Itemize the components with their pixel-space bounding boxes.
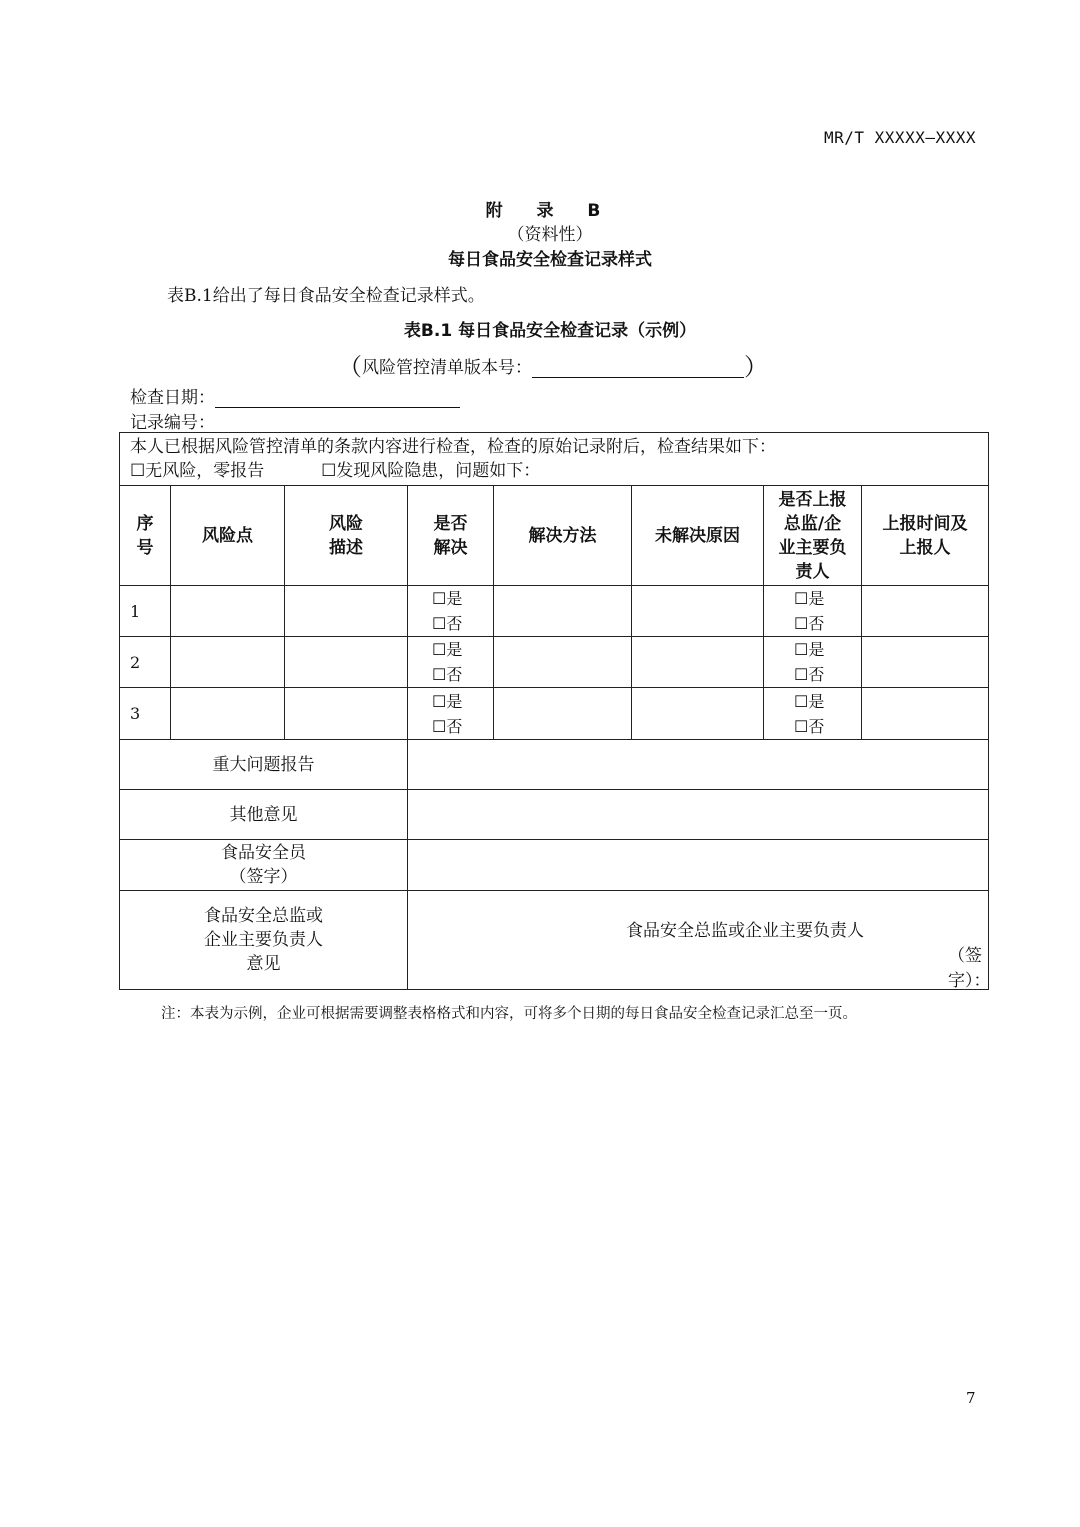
- reported-no-checkbox[interactable]: ☐否: [794, 665, 825, 684]
- director-sign-label: （签字）：: [948, 946, 991, 991]
- col-header-solution: 解决方法: [494, 486, 632, 586]
- appendix-title: 附 录 B: [485, 201, 615, 221]
- date-label: 检查日期：: [130, 388, 215, 408]
- table-caption: 表B.1 每日食品安全检查记录（示例）: [403, 321, 697, 341]
- option-no-risk[interactable]: ☐无风险，零报告: [130, 461, 265, 481]
- options-line: [130, 459, 978, 483]
- col-header-reported-line1: 是否上报: [778, 489, 847, 510]
- row-number: 1: [120, 586, 171, 637]
- version-open-paren: （: [338, 353, 362, 381]
- director-sign-title: 食品安全总监或企业主要负责人: [626, 921, 864, 941]
- record-row: [130, 408, 425, 433]
- reported-yes-checkbox[interactable]: ☐是: [794, 691, 825, 711]
- col-header-reported-line2: 总监/企: [783, 513, 842, 534]
- table-row: [120, 586, 989, 637]
- table-note: 注：本表为示例，企业可根据需要调整表格格式和内容，可将多个日期的每日食品安全检查记录汇总至一页。: [161, 1006, 857, 1022]
- risk-point-cell[interactable]: [171, 688, 285, 740]
- record-blank[interactable]: [215, 412, 425, 433]
- col-header-seq: [120, 486, 171, 586]
- row-number: 3: [120, 688, 171, 740]
- reported-yes-checkbox[interactable]: ☐是: [794, 640, 825, 659]
- standard-code: MR/T XXXXX—XXXX: [824, 128, 976, 147]
- statement-cell: [120, 433, 989, 486]
- report-time-cell[interactable]: [862, 688, 989, 740]
- risk-point-cell[interactable]: [171, 586, 285, 637]
- record-label: 记录编号：: [130, 413, 215, 433]
- resolved-no-checkbox[interactable]: ☐否: [432, 614, 463, 633]
- col-header-risk-desc-line2: 描述: [329, 537, 363, 558]
- other-opinion-label: 其他意见: [120, 790, 408, 840]
- food-safety-officer-signature[interactable]: [408, 840, 989, 891]
- col-header-report-time-line2: 上报人: [899, 537, 951, 558]
- col-header-reported-line3: 业主要负: [778, 537, 847, 558]
- reported-choice: [764, 586, 862, 637]
- col-header-resolved: [408, 486, 494, 586]
- solution-cell[interactable]: [494, 637, 632, 688]
- risk-desc-cell[interactable]: [285, 637, 408, 688]
- version-blank[interactable]: [532, 357, 744, 378]
- resolved-no-checkbox[interactable]: ☐否: [432, 716, 463, 736]
- director-label-line1: 食品安全总监或: [204, 906, 323, 926]
- resolved-yes-checkbox[interactable]: ☐是: [432, 640, 463, 659]
- col-header-seq-line2: 号: [136, 537, 154, 558]
- resolved-no-checkbox[interactable]: ☐否: [432, 665, 463, 684]
- resolved-choice: [408, 586, 494, 637]
- col-header-risk-point: 风险点: [171, 486, 285, 586]
- director-opinion-input[interactable]: [408, 891, 989, 990]
- director-opinion-label: [120, 891, 408, 990]
- food-safety-officer-label: [120, 840, 408, 891]
- version-label: 风险管控清单版本号：: [362, 358, 532, 378]
- appendix-nature: （资料性）: [507, 225, 593, 245]
- statement-text: 本人已根据风险管控清单的条款内容进行检查，检查的原始记录附后，检查结果如下：: [130, 437, 776, 457]
- reported-choice: [764, 637, 862, 688]
- risk-desc-cell[interactable]: [285, 586, 408, 637]
- report-time-cell[interactable]: [862, 586, 989, 637]
- director-label-line3: 意见: [246, 954, 281, 974]
- col-header-resolved-line2: 解决: [433, 537, 468, 558]
- table-row: [120, 688, 989, 740]
- col-header-resolved-line1: 是否: [433, 513, 468, 534]
- major-issue-label: 重大问题报告: [120, 740, 408, 790]
- reported-no-checkbox[interactable]: ☐否: [794, 716, 825, 736]
- col-header-report-time-line1: 上报时间及: [882, 513, 968, 534]
- col-header-report-time: [862, 486, 989, 586]
- date-row: [130, 383, 460, 408]
- version-close-paren: ）: [744, 353, 768, 381]
- report-time-cell[interactable]: [862, 637, 989, 688]
- col-header-seq-line1: 序: [136, 513, 154, 534]
- reported-choice: [764, 688, 862, 740]
- unresolved-reason-cell[interactable]: [632, 586, 764, 637]
- solution-cell[interactable]: [494, 688, 632, 740]
- intro-text: 表B.1给出了每日食品安全检查记录样式。: [167, 286, 485, 306]
- date-blank[interactable]: [215, 387, 460, 408]
- col-header-unresolved-reason: 未解决原因: [632, 486, 764, 586]
- resolved-yes-checkbox[interactable]: ☐是: [432, 589, 463, 608]
- record-table: [119, 432, 989, 990]
- officer-label-line2: （签字）: [229, 867, 298, 887]
- major-issue-input[interactable]: [408, 740, 989, 790]
- director-label-line2: 企业主要负责人: [204, 930, 323, 950]
- officer-label-line1: 食品安全员: [221, 843, 306, 863]
- reported-no-checkbox[interactable]: ☐否: [794, 614, 825, 633]
- other-opinion-input[interactable]: [408, 790, 989, 840]
- resolved-yes-checkbox[interactable]: ☐是: [432, 691, 463, 711]
- col-header-risk-desc: [285, 486, 408, 586]
- col-header-reported-line4: 责人: [795, 561, 830, 582]
- resolved-choice: [408, 637, 494, 688]
- page-number: 7: [966, 1389, 976, 1407]
- option-found-risk[interactable]: ☐发现风险隐患，问题如下：: [321, 461, 541, 481]
- resolved-choice: [408, 688, 494, 740]
- version-row: [338, 353, 768, 381]
- col-header-risk-desc-line1: 风险: [329, 513, 363, 534]
- row-number: 2: [120, 637, 171, 688]
- solution-cell[interactable]: [494, 586, 632, 637]
- reported-yes-checkbox[interactable]: ☐是: [794, 589, 825, 608]
- col-header-reported: [764, 486, 862, 586]
- appendix-heading: 每日食品安全检查记录样式: [448, 250, 652, 270]
- risk-point-cell[interactable]: [171, 637, 285, 688]
- table-row: [120, 637, 989, 688]
- unresolved-reason-cell[interactable]: [632, 688, 764, 740]
- risk-desc-cell[interactable]: [285, 688, 408, 740]
- unresolved-reason-cell[interactable]: [632, 637, 764, 688]
